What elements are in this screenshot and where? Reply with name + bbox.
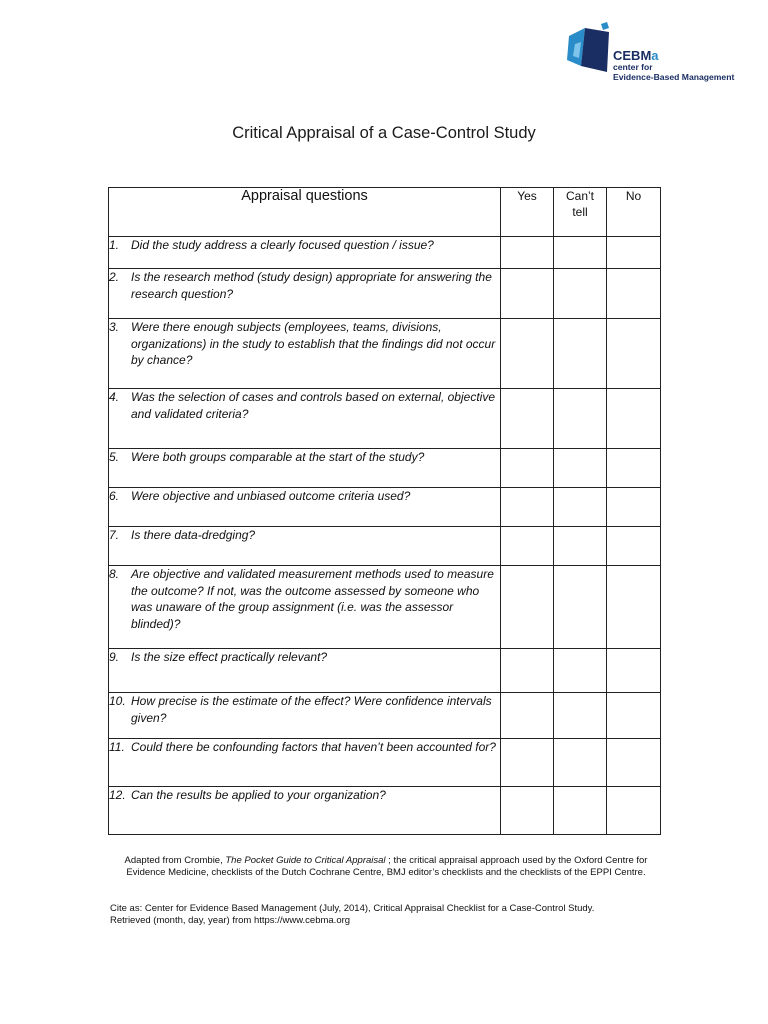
table-row <box>109 693 661 739</box>
question-cell <box>109 566 501 649</box>
question-cell <box>109 739 501 787</box>
table-row <box>109 739 661 787</box>
answer-yes-cell[interactable] <box>501 488 554 527</box>
question-number: 9. <box>109 650 120 664</box>
answer-cant-tell-cell[interactable] <box>554 787 607 835</box>
answer-yes-cell[interactable] <box>501 527 554 566</box>
logo-line-1: center for <box>613 62 653 72</box>
page-title: Critical Appraisal of a Case-Control Study <box>232 124 536 142</box>
table-row <box>109 787 661 835</box>
question-cell <box>109 693 501 739</box>
answer-no-cell[interactable] <box>607 269 661 319</box>
table-row <box>109 269 661 319</box>
answer-yes-cell[interactable] <box>501 319 554 389</box>
table-header-row <box>109 188 661 237</box>
question-text: Can the results be applied to your organization? <box>131 788 386 802</box>
question-number: 12. <box>109 788 126 802</box>
question-number: 1. <box>109 238 120 252</box>
question-number: 8. <box>109 567 120 581</box>
question-text: Is there data-dredging? <box>131 528 256 542</box>
answer-cant-tell-cell[interactable] <box>554 693 607 739</box>
answer-cant-tell-cell[interactable] <box>554 527 607 566</box>
answer-yes-cell[interactable] <box>501 739 554 787</box>
answer-cant-tell-cell[interactable] <box>554 566 607 649</box>
answer-yes-cell[interactable] <box>501 649 554 693</box>
answer-no-cell[interactable] <box>607 488 661 527</box>
question-cell <box>109 237 501 269</box>
answer-no-cell[interactable] <box>607 693 661 739</box>
answer-yes-cell[interactable] <box>501 566 554 649</box>
book-title: The Pocket Guide to Critical Appraisal <box>225 855 386 866</box>
question-cell <box>109 488 501 527</box>
question-cell <box>109 787 501 835</box>
answer-yes-cell[interactable] <box>501 237 554 269</box>
logo-name: CEBMa <box>613 48 659 63</box>
question-number: 5. <box>109 450 120 464</box>
header-appraisal-questions: Appraisal questions <box>109 188 501 237</box>
answer-yes-cell[interactable] <box>501 787 554 835</box>
question-cell <box>109 319 501 389</box>
table-row <box>109 319 661 389</box>
logo-text <box>613 49 734 82</box>
question-text: Were there enough subjects (employees, teams, divisions, organizations) in the study to establish that the findings did not occur by chance? <box>131 320 496 367</box>
answer-cant-tell-cell[interactable] <box>554 739 607 787</box>
table-row <box>109 389 661 449</box>
question-text: Are objective and validated measurement methods used to measure the outcome? If not, was the outcome assessed by someone who was unaware of the group assignment (i.e. was the assessor blinded)? <box>131 567 494 631</box>
question-number: 7. <box>109 528 120 542</box>
question-text: Was the selection of cases and controls based on external, objective and validated criteria? <box>131 390 495 421</box>
question-text: Is the research method (study design) appropriate for answering the research question? <box>131 270 492 301</box>
cebma-logo <box>563 22 748 80</box>
answer-cant-tell-cell[interactable] <box>554 649 607 693</box>
citation-note: Cite as: Center for Evidence Based Management (July, 2014), Critical Appraisal Checklist for a Case-Control Study. Retrieved (month, day, year) from https://www.cebma.org <box>110 903 595 926</box>
table-row <box>109 488 661 527</box>
answer-no-cell[interactable] <box>607 389 661 449</box>
question-number: 2. <box>109 270 120 284</box>
table-row <box>109 237 661 269</box>
logo-line-2: Evidence-Based Management <box>613 72 735 82</box>
question-cell <box>109 389 501 449</box>
answer-yes-cell[interactable] <box>501 389 554 449</box>
table-row <box>109 649 661 693</box>
question-number: 6. <box>109 489 120 503</box>
question-number: 10. <box>109 694 126 708</box>
question-cell <box>109 269 501 319</box>
answer-cant-tell-cell[interactable] <box>554 319 607 389</box>
question-number: 4. <box>109 390 120 404</box>
table-row <box>109 449 661 488</box>
question-text: Is the size effect practically relevant? <box>131 650 328 664</box>
answer-no-cell[interactable] <box>607 237 661 269</box>
answer-yes-cell[interactable] <box>501 693 554 739</box>
adaptation-note: Adapted from Crombie, The Pocket Guide to Critical Appraisal ; the critical appraisal approach used by the Oxford Centre for Evidence Medicine, checklists of the Dutch Cochrane Centre, BMJ editor’s checklists and the checklists of the EPPI Centre. <box>124 855 648 878</box>
question-text: Were both groups comparable at the start of the study? <box>131 450 425 464</box>
question-text: Were objective and unbiased outcome criteria used? <box>131 489 411 503</box>
answer-no-cell[interactable] <box>607 649 661 693</box>
question-text: Could there be confounding factors that haven’t been accounted for? <box>131 740 496 754</box>
table-row <box>109 566 661 649</box>
answer-yes-cell[interactable] <box>501 269 554 319</box>
answer-cant-tell-cell[interactable] <box>554 488 607 527</box>
cebma-emblem-icon <box>563 22 615 78</box>
answer-no-cell[interactable] <box>607 739 661 787</box>
appraisal-table <box>108 187 661 835</box>
question-number: 3. <box>109 320 120 334</box>
question-number: 11. <box>109 740 125 754</box>
answer-no-cell[interactable] <box>607 787 661 835</box>
answer-cant-tell-cell[interactable] <box>554 449 607 488</box>
answer-no-cell[interactable] <box>607 319 661 389</box>
header-cant-tell: Can’t tell <box>554 188 607 237</box>
answer-no-cell[interactable] <box>607 527 661 566</box>
answer-cant-tell-cell[interactable] <box>554 269 607 319</box>
question-cell <box>109 449 501 488</box>
answer-no-cell[interactable] <box>607 449 661 488</box>
question-text: Did the study address a clearly focused question / issue? <box>131 238 434 252</box>
header-yes: Yes <box>501 188 554 237</box>
question-cell <box>109 527 501 566</box>
answer-yes-cell[interactable] <box>501 449 554 488</box>
answer-cant-tell-cell[interactable] <box>554 237 607 269</box>
question-cell <box>109 649 501 693</box>
table-row <box>109 527 661 566</box>
question-text: How precise is the estimate of the effect? Were confidence intervals given? <box>131 694 492 725</box>
header-no: No <box>607 188 661 237</box>
answer-cant-tell-cell[interactable] <box>554 389 607 449</box>
answer-no-cell[interactable] <box>607 566 661 649</box>
